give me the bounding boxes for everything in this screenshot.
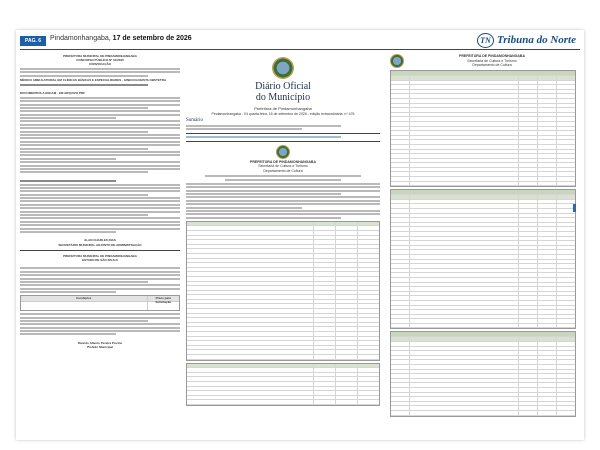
col1-role-title: MÉDICO AMBULATORIAL EM CLÍNICAS BÁSICAS E ESPECIALIDADES - GINECOLOGISTA OBSTETRA [20, 78, 167, 83]
table-col-conditions: Condições [21, 296, 148, 301]
col3-heading-1: PREFEITURA DE PINDAMONHANGABA [459, 54, 525, 59]
col3-table-2 [390, 189, 576, 329]
summary-heading: Sumário [186, 118, 203, 123]
col1-signer: ALAN CHARLES DIAS [84, 238, 116, 243]
col1-signature-role: Prefeito Municipal [87, 345, 113, 350]
col3-heading-2: Secretaria de Cultura e Turismo [467, 58, 517, 63]
col1-heading-6: ESTADO DE SÃO PAULO [82, 257, 118, 262]
page-header [16, 30, 584, 52]
col2-results-table-2 [186, 363, 380, 406]
diario-subtitle: Prefeitura de Pindamonhangaba [254, 106, 312, 111]
conditions-table [20, 295, 180, 311]
diario-title-2: do Município [255, 92, 311, 103]
column-right [390, 54, 576, 436]
brand-logo-icon: TN [477, 33, 494, 48]
table-col-deadline: Prazo para Solicitação [155, 296, 172, 305]
col2-heading-3: Departamento de Cultura [263, 168, 303, 173]
col3-heading-3: Departamento de Cultura [472, 63, 512, 68]
dateline-city: Pindamonhangaba, [50, 35, 111, 42]
municipal-crest-icon [272, 57, 294, 79]
dateline [50, 35, 192, 42]
col2-heading-1: PREFEITURA DE PINDAMONHANGABA [250, 159, 316, 164]
column-center [186, 54, 380, 436]
col3-table-3 [390, 331, 576, 416]
brand-name: Tribuna do Norte [496, 34, 576, 46]
page-number-badge: PAG. 6 [20, 36, 46, 46]
crest-right-icon [390, 54, 404, 68]
col1-heading-5: PREFEITURA MUNICIPAL DE PINDAMONHANGABA [63, 253, 137, 258]
col3-table-1 [390, 70, 576, 187]
crest-small-icon [276, 145, 290, 159]
side-tab-marker [573, 204, 576, 212]
dateline-date: 17 de setembro de 2026 [112, 35, 192, 42]
col2-heading-2: Secretaria de Cultura e Turismo [258, 164, 308, 169]
col1-heading-4: DOCUMENTOS A ENCAM - EM ARQUIVO PDF [20, 91, 85, 96]
col2-results-table [186, 221, 380, 361]
col1-signer-role: SECRETÁRIO MUNICIPAL ADJUNTO DE ADMINISTRAÇÃO [58, 242, 142, 247]
col1-heading-1: PREFEITURA MUNICIPAL DE PINDAMONHANGABA [63, 54, 137, 58]
col1-heading-2: CONCURSO PÚBLICO Nº 01/2025 [76, 58, 124, 63]
newspaper-brand [477, 33, 576, 48]
col1-signature-name: Ricardo Alberto Pereira Piorino [77, 340, 123, 345]
diario-edition: Pindamonhangaba - 04 quarta-feira, 16 de setembro de 2026 - edição extraordinária, nº 476 [211, 111, 355, 116]
newspaper-page [16, 30, 584, 440]
header-rule [20, 49, 580, 50]
col1-heading-3: CONVOCAÇÃO [88, 62, 111, 67]
column-left [20, 54, 180, 436]
diario-title-1: Diário Oficial [255, 81, 311, 92]
